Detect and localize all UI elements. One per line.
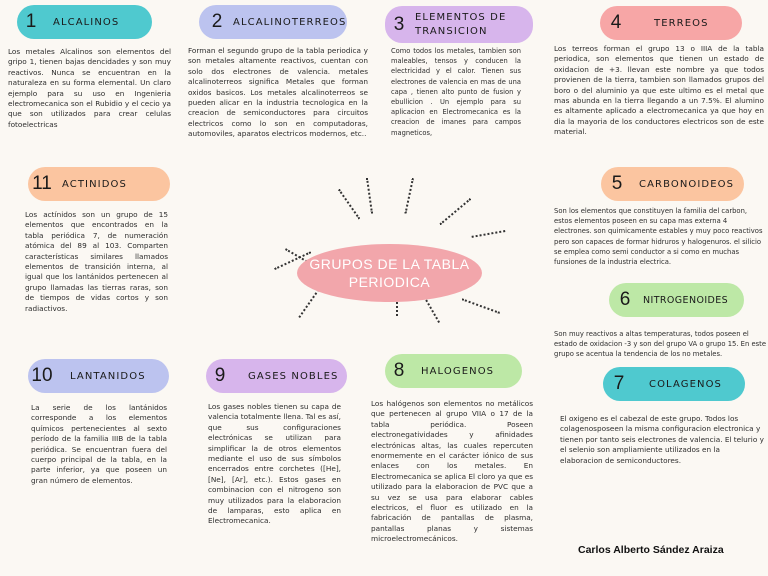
group-6-title: NITROGENOIDES [643, 294, 729, 306]
group-11-number: 11 [32, 173, 52, 194]
group-3-text: Como todos los metales, tambien son maleables, tensos y conducen la electricidad y el calor. Tienen sus electrones de valencia en mas de una capa , tienen alto punto de fusion y ebullicion . Un ejemplo para su aplicacion en Electromecanica es la creacion de imanes para campos magneticos, [391, 47, 521, 137]
group-1-header [17, 5, 152, 39]
group-2-title: ALCALINOTERREOS [233, 16, 347, 28]
group-7-title: COLAGENOS [649, 378, 722, 390]
group-2-number: 2 [211, 11, 223, 32]
group-10-header [28, 359, 169, 393]
group-9-text: Los gases nobles tienen su capa de valencia totalmente llena. Tal es así, que sus configuraciones electrónicas se utilizan para simplificar la de otros elementos mediante el uso de sus símbolos encerrados entre corchetes ([He], [Ne], [Ar], etc.). Estos gases en combinacion con el nitrogeno son muy utilizados para la elaboracion de lamparas, esto aplica en Electromecanica. [208, 402, 341, 526]
group-3-number: 3 [393, 13, 405, 35]
connector-line-4 [439, 198, 471, 225]
group-8-text: Los halógenos son elementos no metálicos que pertenecen al grupo VIIA o 17 de la tabla periódica. Poseen electronegatividades y afinidades electrónicas altas, las cuales repercuten enormemente en el carácter iónico de sus enlaces con los metales. En Electromecanica se aplica El cloro ya que es utilizado para la elaboracion de PVC que a su vez se usa para elaborar cables electricos, el fluor es utilizado en la fabricación de pantallas de plasma, pantallas planas y sistemas microelectromecánicos. [371, 399, 533, 544]
group-5-number: 5 [611, 173, 623, 194]
group-5-text: Son los elementos que constituyen la familia del carbon, estos elementos poseen en su capa mas externa 4 electrones. son quimicamente estables y muy poco reactivos pero son capaces de formar hidruros y halogenuros. el silicio se emplea como semi conductor a si como en muchas funsiones de la industria electrica. [554, 207, 763, 267]
group-1-title: ALCALINOS [53, 16, 120, 28]
group-9-title: GASES NOBLES [248, 370, 339, 382]
group-10-text: La serie de los lantánidos corresponde a los elementos químicos pertenecientes al sexto período de la familia IIIB de la tabla periódica. Se encuentran fuera del cuerpo principal de la tabla, en la parte inferior, ya que poseen un gran número de elementos. [31, 403, 167, 485]
group-6-number: 6 [619, 289, 631, 310]
group-2-text: Forman el segundo grupo de la tabla periodica y son metales altamente reactivos, cuentan con solo dos electrones de valencia. metales alcalinoterreos significa Metales que forman oxidos basicos. Los metales alcalinoterreos se pueden alicar en la industria tecnologica en la creacion de semiconductores para circuitos electricos como lo son en computadoras, automoviles, aparatos electricos modernos, etc.. [188, 46, 368, 139]
group-6-text: Son muy reactivos a altas temperaturas, todos poseen el estado de oxidacion -3 y son del grupo VA o grupo 15. En este grupo se acentua la tendencia de los no metales. [554, 330, 767, 359]
group-3-header [385, 6, 533, 43]
group-4-number: 4 [610, 12, 622, 33]
group-1-text: Los metales Alcalinos son elementos del gripo 1, tienen bajas dencidades y son muy reactivos. Nunca se encuentran en la naturaleza en su forma elemental. Un claro ejemplo para su uso en Ingenieria electromecanica son el Rubidio y el cecio ya que son utilizados para crear celulas fotoelectricas [8, 47, 171, 129]
connector-line-1 [338, 189, 360, 220]
group-10-title: LANTANIDOS [70, 370, 146, 382]
group-4-header [600, 6, 742, 40]
connector-line-2 [366, 178, 373, 214]
center-title-ellipse [297, 244, 482, 302]
group-4-text: Los terreos forman el grupo 13 o IIIA de la tabla periodica, son elementos que tienen un estado de oxidacion de +3. llevan este nombre ya que todos provienen de la tierra, tambien son llamados grupos del boro o del aluminio ya que este ultimo es el metal que mas abunda en la tierra llegando a un 7.5%. El alumino es altamente aplicado a electromecanica ya que hoy en dia la mayoria de los conductores electricos son de este material. [554, 44, 764, 137]
group-5-header [601, 167, 744, 201]
group-8-number: 8 [393, 360, 405, 381]
group-2-header [199, 5, 347, 39]
connector-line-3 [405, 178, 414, 214]
group-6-header [609, 283, 744, 317]
group-4-title: TERREOS [654, 17, 709, 29]
connector-line-9 [298, 289, 319, 318]
connector-line-5 [472, 230, 506, 238]
group-1-number: 1 [25, 11, 37, 32]
group-10-number: 10 [31, 365, 53, 386]
group-7-number: 7 [613, 373, 625, 394]
group-3-title: ELEMENTOS DE TRANSICION [415, 11, 507, 37]
group-11-text: Los actínidos son un grupo de 15 elementos que encontrados en la tabla periódica 7, de numeración atómica del 89 al 103. Comparten características similares llamados elementos de transición interna, al igual que los lantánidos pertenecen al grupo llamadas las tierras raras, son de tiempos de vidas cortos y son radiactivos. [25, 210, 168, 313]
author-name: Carlos Alberto Sández Araiza [578, 544, 724, 556]
connector-line-6 [462, 298, 500, 314]
group-8-title: HALOGENOS [421, 365, 495, 377]
group-11-header [28, 167, 170, 201]
group-7-header [603, 367, 745, 401]
center-title: GRUPOS DE LA TABLA PERIODICA [309, 256, 470, 290]
group-11-title: ACTINIDOS [62, 178, 127, 190]
group-9-number: 9 [214, 365, 226, 386]
group-7-text: El oxigeno es el cabezal de este grupo. Todos los colagenosposeen la misma configuracion electronica y tienen por tanto seis electrones de valencia. El telurio y el selenio son ampliamiente utilizados en la elaboracion de semiconductores. [560, 414, 764, 465]
group-5-title: CARBONOIDEOS [639, 178, 735, 190]
group-8-header [385, 354, 522, 388]
group-9-header [206, 359, 347, 393]
